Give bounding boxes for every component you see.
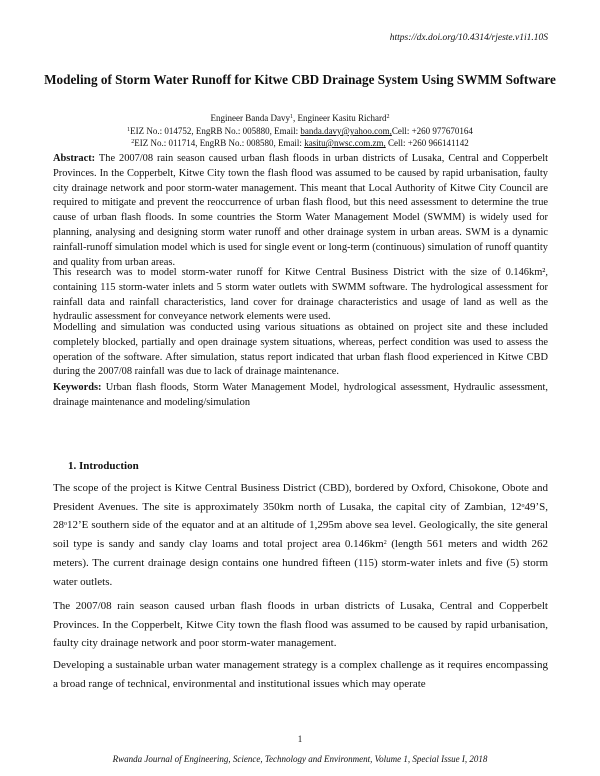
abstract-paragraph-2: This research was to model storm-water runoff for Kitwe Central Business District with the size of 0.146km², containing 115 storm-water inlets and 5 storm water outlets with SWMM software. The hydrological assessment for rainfall data and rainfall characteristics, land cover for drainage characteristics and usage of land as well as the hydraulic assessment for conveyance network elements were used. [53, 267, 548, 323]
author-1: Engineer Banda Davy [210, 113, 290, 123]
text: The scope of the project is Kitwe Central Business District (CBD), bordered by Oxford, Chisokone, Obote and President Avenues. The site is approximately 350km north of Lusaka, the capital city of Zambian, 12 [53, 482, 548, 513]
cell-number: Cell: +260 977670164 [391, 126, 473, 136]
affiliation-text: EIZ No.: 014752, EngRB No.: 005880, Email: [130, 126, 301, 136]
affiliation-sup: 1 [127, 127, 131, 133]
author-separator: , [293, 113, 298, 123]
author-1-sup: 1 [290, 114, 293, 120]
abstract-label: Abstract: [53, 153, 96, 164]
squared-sup: 2 [383, 540, 387, 547]
text: 12’E southern side of the equator and at an altitude of 1,295m above sea level. Geologically, the site general soil type is sandy and sandy clay loams and total project area 0.146km [53, 519, 548, 551]
degree-sup: o [521, 502, 525, 509]
cell-number: Cell: +260 966141142 [385, 138, 469, 148]
email-link[interactable]: banda.davy@yahoo.com, [300, 126, 392, 136]
intro-paragraph-2: The 2007/08 rain season caused urban flash floods in urban districts of Lusaka, Central and Copperbelt Provinces. In the Copperbelt, Kitwe City town the flash flood was assumed to be caused by rapid urbanisation, faulty city drainage network and poor storm-water management. [53, 600, 548, 650]
doi-link[interactable]: https://dx.doi.org/10.4314/rjeste.v1i1.10S [389, 33, 548, 43]
keywords-text: Urban flash floods, Storm Water Management Model, hydrological assessment, Hydraulic assessment, drainage maintenance and modeling/simulation [53, 382, 548, 408]
authors [40, 112, 560, 125]
affiliation-text: EIZ No.: 011714, EngRB No.: 008580, Email: [134, 138, 305, 148]
affiliation-1 [40, 125, 560, 138]
affiliation-sup: 2 [131, 139, 135, 145]
journal-footer: Rwanda Journal of Engineering, Science, Technology and Environment, Volume 1, Special Issue I, 2018 [112, 754, 488, 764]
affiliation-2 [40, 137, 560, 150]
text: 49’S, 28 [53, 500, 548, 532]
email-link[interactable]: kasitu@nwsc.com.zm, [304, 138, 386, 148]
text: (length 561 meters and width 262 meters). The current drainage design contains one hundred fifteen (115) storm-water inlets and five (5) storm water outlets. [53, 538, 549, 588]
keywords [53, 381, 548, 411]
paper-title: Modeling of Storm Water Runoff for Kitwe CBD Drainage System Using SWMM Software [44, 72, 556, 87]
abstract-text: The 2007/08 rain season caused urban flash floods in urban districts of Lusaka, Central and Copperbelt Provinces. In the Copperbelt, Kitwe City town the flash flood was assumed to be caused by rapid urbanisation, faulty city drainage network and poor storm-water management. This meant that Local Authority of Kitwe City Council are required to mitigate and prevent the reoccurrence of urban flash flood, but this need assessment to determine the true cause of urban flash floods. In some countries the Storm Water Management Model (SWMM) is widely used for planning, analysing and designing storm water runoff and other drainage system in urban areas. SWM is a dynamic rainfall-runoff simulation model which is used for single event or long-term (continuous) simulation of runoff quantity and quality from urban areas. [53, 153, 548, 268]
abstract-paragraph-3: Modelling and simulation was conducted using various situations as obtained on project site and these included completely blocked, partially and open drainage system situations, whereas, perfect condition was used to assess the operation of the software. After simulation, status report indicated that urban flash flood experienced in Kitwe CBD during the 2007/08 rainfall was due to lack of drainage maintenance. [53, 322, 548, 378]
keywords-label: Keywords: [53, 382, 102, 393]
author-2-sup: 2 [386, 114, 390, 120]
degree-sup: o [64, 521, 67, 528]
intro-paragraph-1 [53, 479, 548, 591]
intro-paragraph-3: Developing a sustainable urban water management strategy is a complex challenge as it requires encompassing a broad range of technical, environmental and institutional issues which may operate [53, 659, 548, 690]
page-number: 1 [297, 734, 303, 744]
abstract-paragraph-1 [53, 152, 548, 270]
section-heading-introduction: 1. Introduction [68, 460, 139, 472]
author-2: Engineer Kasitu Richard [297, 113, 387, 123]
